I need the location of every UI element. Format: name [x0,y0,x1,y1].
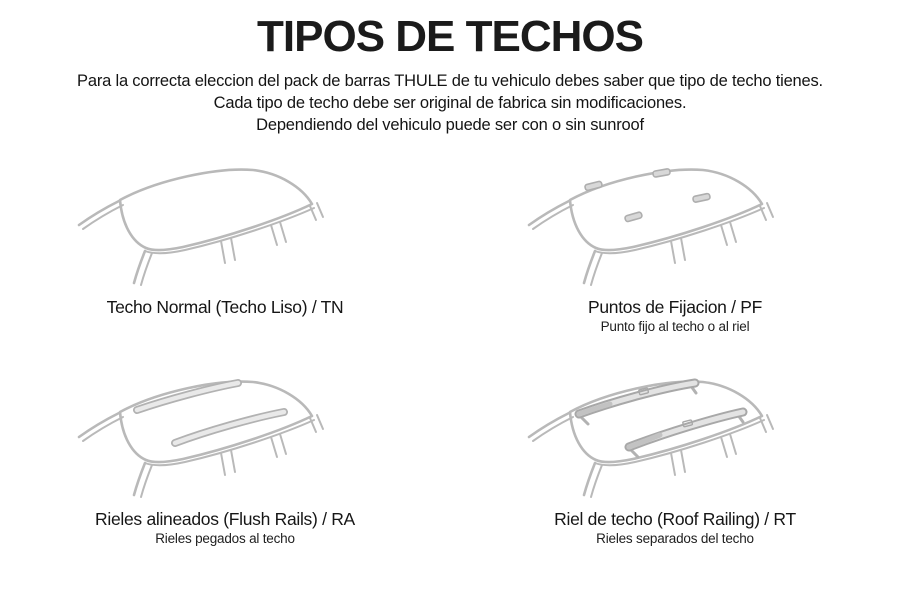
roof-type-label-rt: Riel de techo (Roof Railing) / RT [554,509,796,529]
raised-rails-roof-illustration [510,368,840,518]
flush-rails-roof-illustration [60,368,390,518]
plain-roof-illustration [60,156,390,306]
intro-line-1: Para la correcta eleccion del pack de barras THULE de tu vehiculo debes saber que tipo de techo tienes. [77,72,823,90]
roof-type-cell-rt [450,362,900,574]
roof-type-cell-tn [0,150,450,362]
roof-type-sublabel-ra: Rieles pegados al techo [155,531,295,546]
roof-type-label-pf: Puntos de Fijacion / PF [587,297,763,317]
intro-line-3: Dependiendo del vehiculo puede ser con o sin sunroof [256,116,644,134]
page-title: TIPOS DE TECHOS [257,12,643,61]
roof-type-cell-pf [450,150,900,362]
roof-type-cell-ra [0,362,450,574]
roof-type-label-ra: Rieles alineados (Flush Rails) / RA [95,509,355,529]
intro-text [0,70,900,136]
fixpoint-roof-illustration [510,156,840,306]
intro-line-2: Cada tipo de techo debe ser original de fabrica sin modificaciones. [213,94,687,112]
roof-types-grid [0,150,900,574]
roof-type-sublabel-rt: Rieles separados del techo [596,531,754,546]
roof-type-sublabel-pf: Punto fijo al techo o al riel [600,319,750,334]
roof-type-label-tn: Techo Normal (Techo Liso) / TN [106,297,344,317]
